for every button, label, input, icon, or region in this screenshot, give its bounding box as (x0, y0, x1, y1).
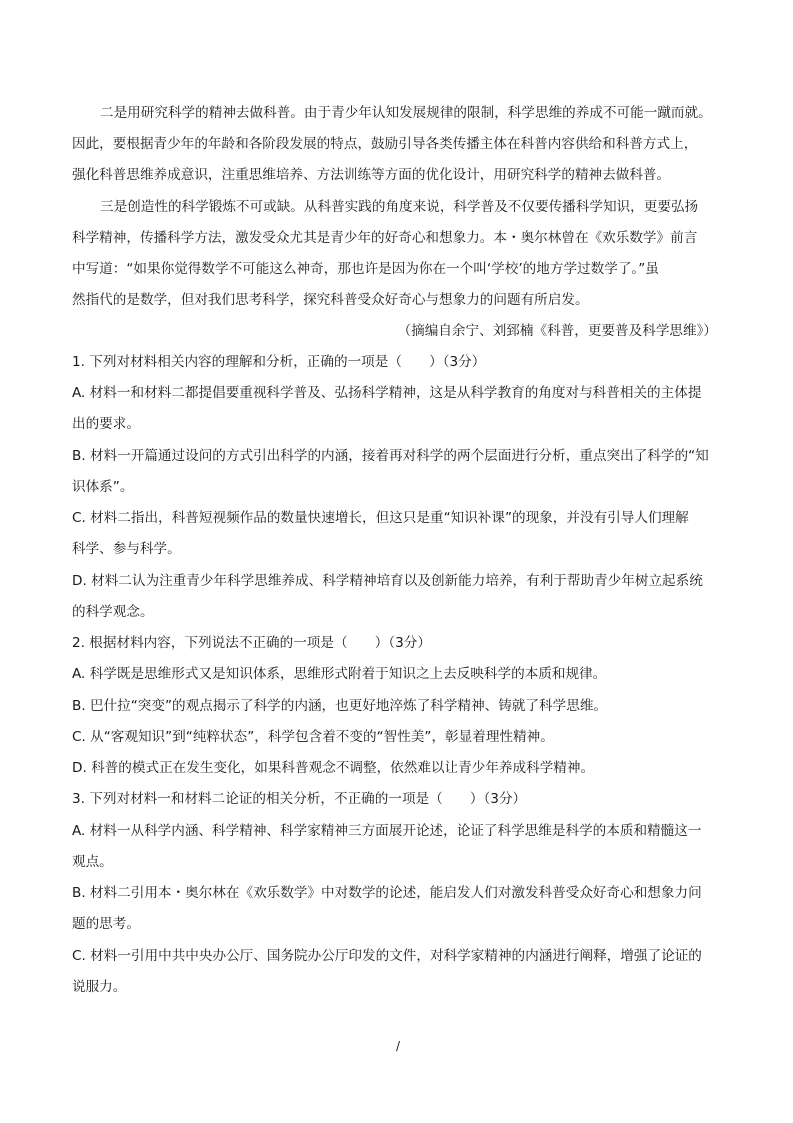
paragraph-line: 二是用研究科学的精神去做科普。由于青少年认知发展规律的限制，科学思维的养成不可能一蹴而就。 (100, 105, 712, 121)
question-stem: 2. 根据材料内容，下列说法不正确的一项是（ ）（3分） (72, 635, 431, 651)
option-d: D. 科普的模式正在发生变化，如果科普观念不调整，依然难以让青少年养成科学精神。 (72, 760, 595, 776)
option-d: D. 材料二认为注重青少年科学思维养成、科学精神培育以及创新能力培养，有利于帮助青少年树立起系统 (72, 573, 703, 589)
option-b: B. 材料一开篇通过设问的方式引出科学的内涵，接着再对科学的两个层面进行分析，重点突出了科学的“知 (72, 448, 709, 464)
paragraph-line: 因此，要根据青少年的年龄和各阶段发展的特点，鼓励引导各类传播主体在科普内容供给和科普方式上， (72, 136, 698, 152)
page-number: / (396, 1039, 401, 1053)
paragraph-line: 然指代的是数学，但对我们思考科学，探究科普受众好奇心与想象力的问题有所启发。 (72, 292, 589, 308)
option-a: A. 材料一和材料二都提倡要重视科学普及、弘扬科学精神，这是从科学教育的角度对与科普相关的主体提 (72, 385, 702, 401)
option-c: C. 从“客观知识”到“纯粹状态”，科学包含着不变的“智性美”，彰显着理性精神。 (72, 729, 554, 745)
option-a: A. 材料一从科学内涵、科学精神、科学家精神三方面展开论述，论证了科学思维是科学的本质和精髓这一 (72, 823, 702, 839)
option-c-continued: 科学、参与科学。 (72, 541, 181, 557)
option-c: C. 材料二指出，科普短视频作品的数量快速增长，但这只是重“知识补课”的现象，并没有引导人们理解 (72, 510, 689, 526)
paragraph-line: 科学精神，传播科学方法，激发受众尤其是青少年的好奇心和想象力。本・奥尔林曾在《欢乐数学》前言 (72, 230, 698, 246)
option-b-continued: 识体系”。 (72, 479, 134, 495)
source-citation: （摘编自余宁、刘郅楠《科普，更要普及科学思维》） (397, 323, 717, 339)
paragraph-line: 强化科普思维养成意识，注重思维培养、方法训练等方面的优化设计，用研究科学的精神去做科普。 (72, 167, 671, 183)
option-b: B. 巴什拉“突变”的观点揭示了科学的内涵，也更好地淬炼了科学精神、铸就了科学思维。 (72, 698, 608, 714)
option-b: B. 材料二引用本・奥尔林在《欢乐数学》中对数学的论述，能启发人们对激发科普受众好奇心和想象力问 (72, 885, 702, 901)
option-d-continued: 的科学观念。 (72, 604, 154, 620)
option-c-continued: 说服力。 (72, 979, 127, 995)
paragraph-line: 中写道：“如果你觉得数学不可能这么神奇，那也许是因为你在一个叫‘学校’的地方学过数学了。”虽 (72, 261, 659, 277)
option-a-continued: 出的要求。 (72, 416, 140, 432)
option-b-continued: 题的思考。 (72, 916, 140, 932)
option-a-continued: 观点。 (72, 854, 113, 870)
option-a: A. 科学既是思维形式又是知识体系，思维形式附着于知识之上去反映科学的本质和规律。 (72, 666, 607, 682)
question-stem: 1. 下列对材料相关内容的理解和分析，正确的一项是（ ）（3分） (72, 354, 486, 370)
question-stem: 3. 下列对材料一和材料二论证的相关分析，不正确的一项是（ ）（3分） (72, 791, 527, 807)
paragraph-line: 三是创造性的科学锻炼不可或缺。从科普实践的角度来说，科学普及不仅要传播科学知识，更要弘扬 (100, 199, 699, 215)
option-c: C. 材料一引用中共中央办公厅、国务院办公厅印发的文件，对科学家精神的内涵进行阐释，增强了论证的 (72, 948, 702, 964)
